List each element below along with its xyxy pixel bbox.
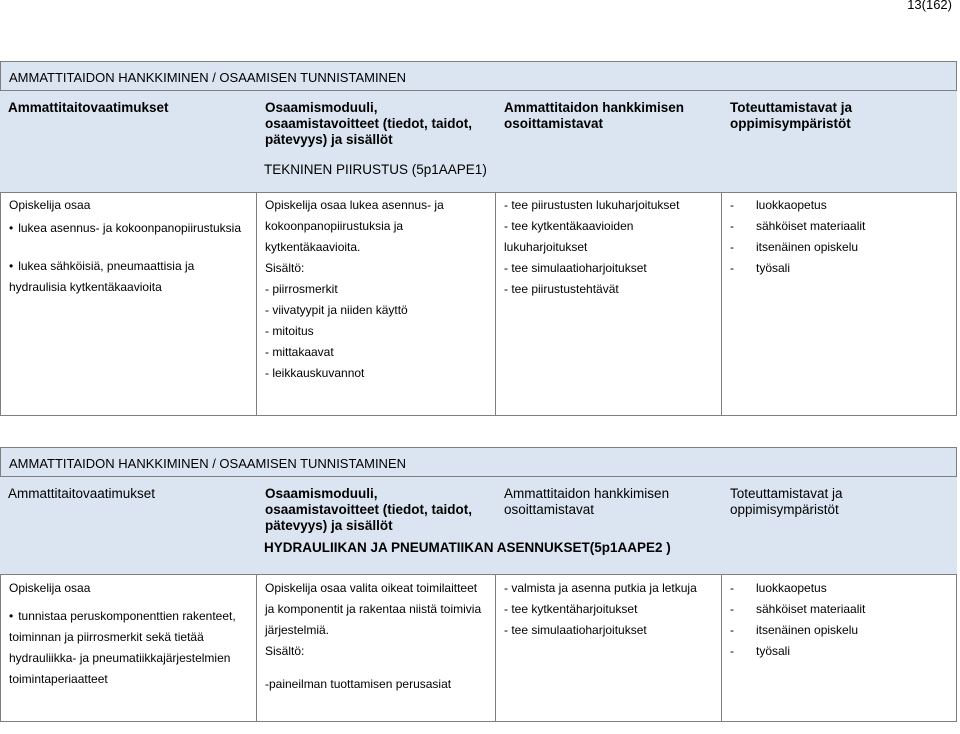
content-line: - leikkauskuvannot (265, 366, 365, 380)
methods-cell (496, 193, 722, 415)
module-content-cell (257, 193, 496, 415)
method-line: - valmista ja asenna putkia ja letkuja (504, 581, 697, 595)
list-item-continuation: toiminnan ja piirrosmerkit sekä tietää (9, 630, 204, 644)
list-item-continuation: toimintaperiaatteet (9, 672, 108, 686)
requirements-cell (1, 193, 257, 415)
section-header: AMMATTITAIDON HANKKIMINEN / OSAAMISEN TUNNISTAMINEN (0, 447, 957, 477)
list-item: • lukea asennus- ja kokoonpanopiirustuksia (9, 218, 256, 239)
method-line: - tee kytkentäharjoitukset (504, 602, 638, 616)
method-line: - tee kytkentäkaavioiden (504, 219, 634, 233)
col-header-line: Toteuttamistavat ja (730, 486, 843, 501)
col-header-environments (722, 477, 957, 536)
module-title: HYDRAULIIKAN JA PNEUMATIIKAN ASENNUKSET(5p1AAPE2 ) (264, 540, 671, 555)
col-header-line: oppimisympäristöt (730, 116, 851, 131)
environments-cell (722, 575, 956, 721)
environment-item: - työsali (730, 261, 791, 275)
column-headers (0, 477, 957, 536)
col-header-line: Ammattitaidon hankkimisen (504, 100, 685, 115)
section-header: AMMATTITAIDON HANKKIMINEN / OSAAMISEN TUNNISTAMINEN (0, 61, 957, 91)
col-header-line: Ammattitaidon hankkimisen (504, 486, 670, 501)
requirements-intro: Opiskelija osaa (9, 581, 91, 595)
module-title-row (0, 150, 957, 193)
module-body (0, 575, 957, 722)
content-line: - piirrosmerkit (265, 282, 338, 296)
content-line: - mittakaavat (265, 345, 334, 359)
content-line: -paineilman tuottamisen perusasiat (265, 677, 452, 691)
method-line: lukuharjoitukset (504, 240, 588, 254)
col-header-line: osoittamistavat (504, 502, 595, 517)
list-item: • lukea sähköisiä, pneumaattisia ja (9, 256, 256, 277)
col-header-line: Osaamismoduuli, (265, 486, 378, 501)
content-line: järjestelmiä. (265, 623, 330, 637)
requirements-intro: Opiskelija osaa (9, 198, 91, 212)
col-header-line: osaamistavoitteet (tiedot, taidot, (265, 502, 473, 517)
method-line: - tee simulaatioharjoitukset (504, 261, 647, 275)
content-line: kytkentäkaavioita. (265, 240, 361, 254)
column-headers (0, 91, 957, 150)
col-header-requirements: Ammattitaitovaatimukset (8, 486, 156, 501)
content-line: - mitoitus (265, 324, 314, 338)
module-title: TEKNINEN PIIRUSTUS (5p1AAPE1) (264, 162, 487, 177)
requirements-list (9, 606, 256, 627)
module-title-row (0, 536, 957, 575)
list-item-continuation: hydraulisia kytkentäkaavioita (9, 280, 162, 294)
col-header-line: osaamistavoitteet (tiedot, taidot, (265, 116, 473, 131)
section-technical-drawing (0, 61, 957, 416)
environment-item: - työsali (730, 644, 791, 658)
method-line: - tee piirustustehtävät (504, 282, 619, 296)
content-line: Sisältö: (265, 644, 305, 658)
content-line: ja komponentit ja rakentaa niistä toimivia (265, 602, 482, 616)
section-hydraulics (0, 447, 957, 722)
col-header-module (257, 91, 496, 150)
environment-item: - sähköiset materiaalit (730, 602, 866, 616)
method-line: - tee piirustusten lukuharjoitukset (504, 198, 680, 212)
col-header-methods (496, 477, 722, 536)
col-header-environments (722, 91, 957, 150)
method-line: - tee simulaatioharjoitukset (504, 623, 647, 637)
col-header-line: Toteuttamistavat ja (730, 100, 853, 115)
list-item: • tunnistaa peruskomponenttien rakenteet, (9, 606, 256, 627)
environments-cell (722, 193, 956, 415)
methods-cell (496, 575, 722, 721)
module-content-cell (257, 575, 496, 721)
content-line: Opiskelija osaa valita oikeat toimilaitteet (265, 581, 478, 595)
col-header-methods (496, 91, 722, 150)
environment-item: - luokkaopetus (730, 581, 827, 595)
environment-item: - sähköiset materiaalit (730, 219, 866, 233)
page-number: 13(162) (907, 0, 952, 12)
requirements-list (9, 218, 256, 277)
col-header-requirements: Ammattitaitovaatimukset (8, 100, 169, 115)
col-header-line: oppimisympäristöt (730, 502, 839, 517)
module-body (0, 193, 957, 416)
environment-item: - itsenäinen opiskelu (730, 623, 859, 637)
environment-item: - itsenäinen opiskelu (730, 240, 859, 254)
col-header-line: osoittamistavat (504, 116, 604, 131)
col-header-module (257, 477, 496, 536)
col-header-line: Osaamismoduuli, (265, 100, 378, 115)
content-line: - viivatyypit ja niiden käyttö (265, 303, 408, 317)
content-line: Sisältö: (265, 261, 305, 275)
col-header-line: pätevyys) ja sisällöt (265, 518, 393, 533)
content-line: Opiskelija osaa lukea asennus- ja (265, 198, 444, 212)
environment-item: - luokkaopetus (730, 198, 827, 212)
list-item-continuation: hydrauliikka- ja pneumatiikkajärjestelmien (9, 651, 231, 665)
content-line: kokoonpanopiirustuksia ja (265, 219, 404, 233)
col-header-line: pätevyys) ja sisällöt (265, 132, 393, 147)
requirements-cell (1, 575, 257, 721)
